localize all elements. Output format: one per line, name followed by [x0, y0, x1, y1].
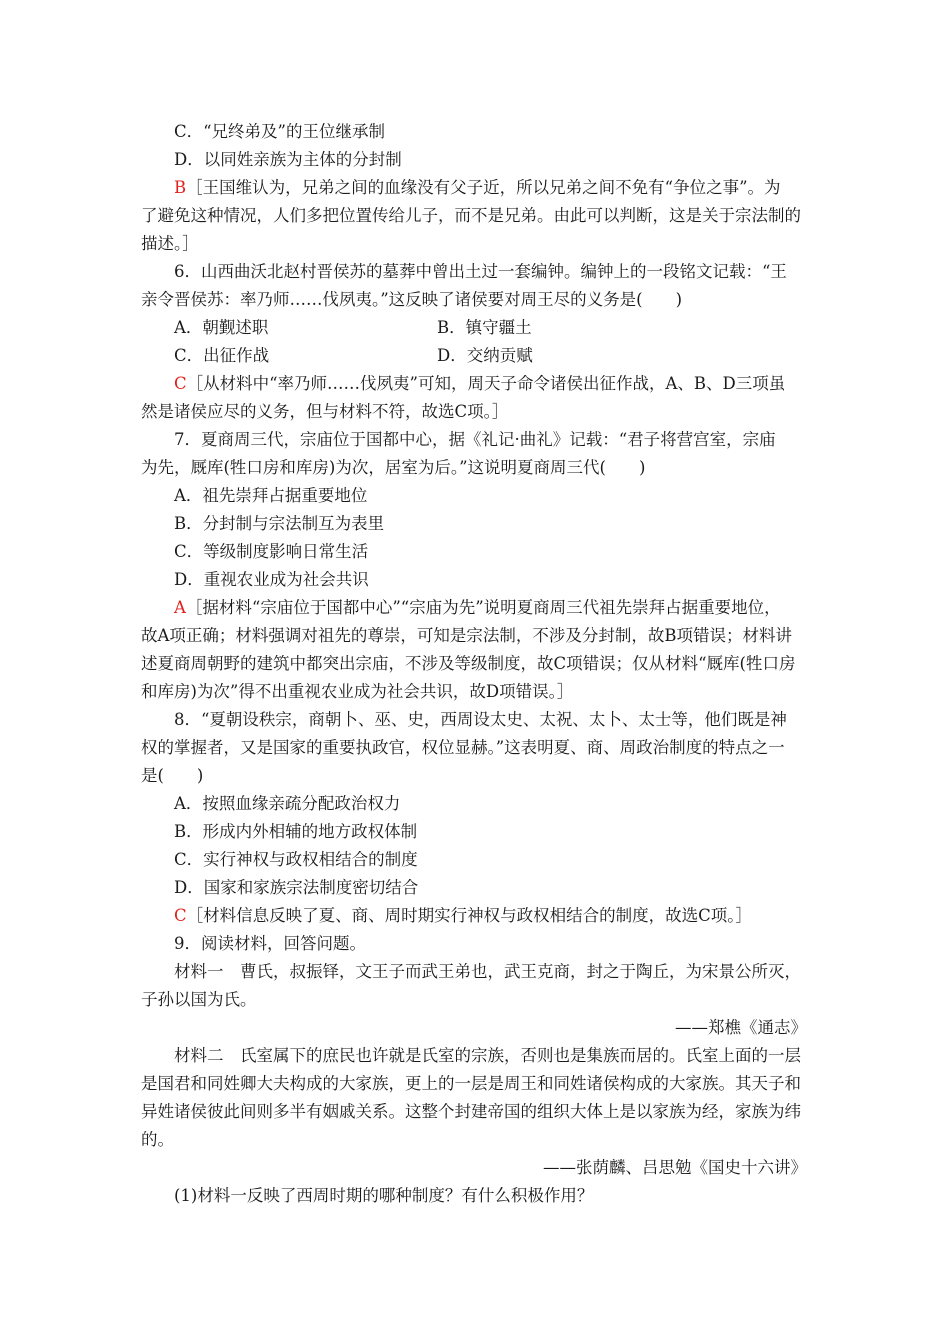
q7-option-d: D．重视农业成为社会共识 [174, 570, 369, 589]
q8-explanation-text: ［材料信息反映了夏、商、周时期实行神权与政权相结合的制度，故选C项。］ [186, 906, 752, 925]
q8-answer-letter: C [174, 906, 187, 925]
q5-option-c: C．“兄终弟及”的王位继承制 [174, 122, 385, 141]
q9-material-1-line-2: 子孙以国为氏。 [141, 990, 257, 1009]
q7-stem-line-2: 为先，厩库(牲口房和库房)为次，居室为后。”这说明夏商周三代( ) [141, 458, 646, 477]
q5-explanation-line-2: 了避免这种情况，人们多把位置传给儿子，而不是兄弟。由此可以判断，这是关于宗法制的 [141, 206, 801, 225]
q7-explanation-line-3: 述夏商周朝野的建筑中都突出宗庙，不涉及等级制度，故C项错误；仅从材料“厩库(牲口房 [141, 654, 796, 673]
q7-answer-letter: A [174, 598, 186, 617]
q6-answer-letter: C [174, 374, 187, 393]
q9-material-2-line-4: 的。 [141, 1130, 174, 1149]
q5-explanation-text: ［王国维认为，兄弟之间的血缘没有父子近，所以兄弟之间不免有“争位之事”。为 [186, 178, 781, 197]
q9-material-2-line-1: 材料二 氏室属下的庶民也许就是氏室的宗族，否则也是集族而居的。氏室上面的一层 [174, 1046, 801, 1065]
q7-explanation-line-4: 和库房)为次”得不出重视农业成为社会共识，故D项错误。］ [141, 682, 574, 701]
q9-material-2-line-2: 是国君和同姓卿大夫构成的大家族，更上的一层是周王和同姓诸侯构成的大家族。其天子和 [141, 1074, 801, 1093]
q7-option-c: C．等级制度影响日常生活 [174, 542, 369, 561]
q8-stem-line-1: 8．“夏朝设秩宗，商朝卜、巫、史，西周设太史、太祝、太卜、太士等，他们既是神 [174, 710, 787, 729]
q8-option-a: A．按照血缘亲疏分配政治权力 [174, 794, 401, 813]
q8-stem-line-3: 是( ) [141, 766, 204, 785]
q6-explanation-text: ［从材料中“率乃师……伐夙夷”可知，周天子命令诸侯出征作战，A、B、D三项虽 [186, 374, 786, 393]
q9-material-2-source: ——张荫麟、吕思勉《国史十六讲》 [543, 1158, 807, 1177]
q5-answer-letter: B [174, 178, 187, 197]
q8-option-b: B．形成内外相辅的地方政权体制 [174, 822, 418, 841]
q8-stem-line-2: 权的掌握者，又是国家的重要执政官，权位显赫。”这表明夏、商、周政治制度的特点之一 [141, 738, 785, 757]
q9-stem: 9．阅读材料，回答问题。 [174, 934, 366, 953]
q6-stem-line-2: 亲令晋侯苏：率乃师……伐夙夷。”这反映了诸侯要对周王尽的义务是( ) [141, 290, 683, 309]
q6-option-b: B．镇守疆土 [437, 318, 532, 337]
q7-explanation-text: ［据材料“宗庙位于国都中心”“宗庙为先”说明夏商周三代祖先崇拜占据重要地位， [185, 598, 781, 617]
q9-material-1-source: ——郑樵《通志》 [675, 1018, 807, 1037]
q5-explanation-line-3: 描述。］ [141, 234, 199, 253]
q7-explanation-line-2: 故A项正确；材料强调对祖先的尊崇，可知是宗法制，不涉及分封制，故B项错误；材料讲 [141, 626, 793, 645]
q9-subquestion-1: (1)材料一反映了西周时期的哪种制度？有什么积极作用？ [174, 1186, 594, 1205]
q6-stem-line-1: 6．山西曲沃北赵村晋侯苏的墓葬中曾出土过一套编钟。编钟上的一段铭文记载：“王 [174, 262, 787, 281]
q6-option-d: D．交纳贡赋 [437, 346, 533, 365]
q6-option-a: A．朝觐述职 [174, 318, 269, 337]
q8-option-d: D．国家和家族宗法制度密切结合 [174, 878, 419, 897]
q5-answer-line-1 [174, 178, 781, 198]
q6-answer-line-1 [174, 374, 785, 394]
q7-stem-line-1: 7．夏商周三代，宗庙位于国都中心，据《礼记·曲礼》记载：“君子将营宫室，宗庙 [174, 430, 776, 449]
q9-material-1-line-1: 材料一 曹氏，叔振铎，文王子而武王弟也，武王克商，封之于陶丘，为宋景公所灭， [174, 962, 801, 981]
q8-answer-line [174, 906, 752, 926]
q7-option-b: B．分封制与宗法制互为表里 [174, 514, 385, 533]
q7-answer-line-1 [174, 598, 781, 618]
q6-option-c: C．出征作战 [174, 346, 270, 365]
q8-option-c: C．实行神权与政权相结合的制度 [174, 850, 418, 869]
q7-option-a: A．祖先崇拜占据重要地位 [174, 486, 368, 505]
q6-explanation-line-2: 然是诸侯应尽的义务，但与材料不符，故选C项。］ [141, 402, 509, 421]
q9-material-2-line-3: 异姓诸侯彼此间则多半有姻戚关系。这整个封建帝国的组织大体上是以家族为经，家族为纬 [141, 1102, 801, 1121]
q5-option-d: D．以同姓亲族为主体的分封制 [174, 150, 402, 169]
